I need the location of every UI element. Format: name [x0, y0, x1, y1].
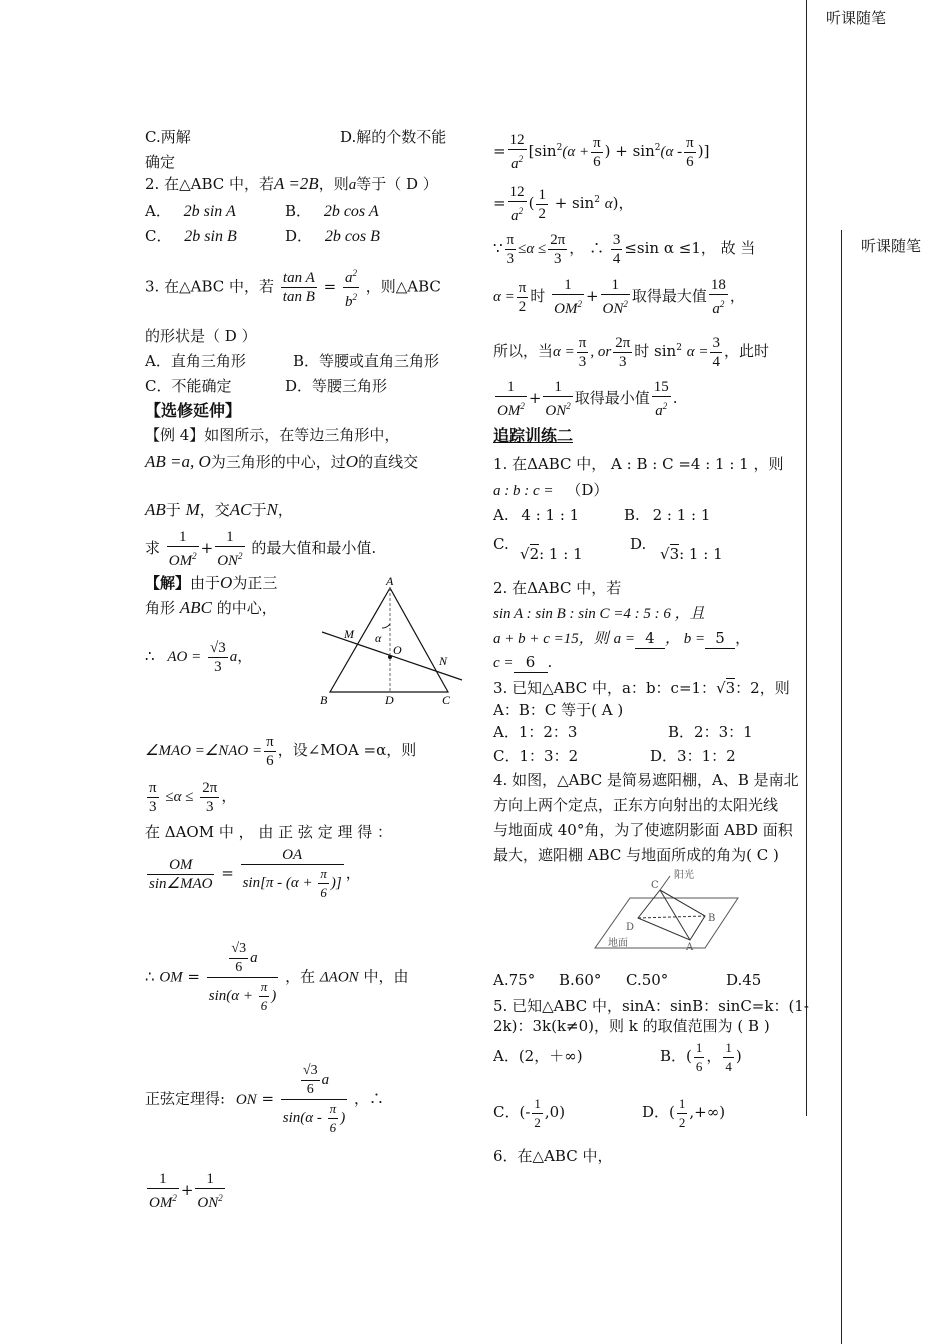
t3-option-c: C．1：3：2: [493, 747, 579, 765]
derivation-line2: = $\frac{12}{a^2}$ ( $\frac{1}{2}$ + $\sin^2 \alpha$)，: [493, 184, 634, 224]
label-M: M: [344, 627, 354, 641]
label-alpha: α: [375, 631, 382, 645]
sum-expression: $\frac{1}{OM^2}$ + $\frac{1}{ON^2}$: [149, 1171, 223, 1211]
in-aom: 在 ΔAOM 中 ， 由 正 弦 定 理 得 ：: [145, 823, 393, 841]
t3-option-d: D．3：1：2: [650, 747, 736, 765]
t2-cond: sin A : sin B : sin C =4 : 5 : 6 ，且: [493, 606, 705, 622]
on-expression: 正弦定理得: ON = $\frac{√3}{6}$ a sin(α - $\frac{\pi}{6}$ ) ，∴: [145, 1063, 384, 1135]
option-d-cont: 确定: [145, 153, 176, 171]
derivation-line5: 所以，当α = $\frac{\pi}{3}$ , or $\frac{2\pi}{3}$ 时 $\sin^2 \alpha$ = $\frac{3}{4}$ ，此时: [493, 334, 769, 370]
t5-option-d: D．( $\frac{1}{2}$ ,+∞): [642, 1095, 726, 1130]
t4-line3: 与地面成 40°角，为了使遮阴影面 ABD 面积: [493, 821, 793, 839]
q2-option-b: B． 2b cos A: [285, 202, 379, 220]
example-4-line1: 【例 4】如图所示，在等边三角形中，: [145, 426, 400, 444]
t2-stem: 2. 在ΔABC 中，若: [493, 579, 622, 597]
t3-option-b: B．2：3：1: [668, 723, 753, 741]
t6-stem: 6．在△ABC 中，: [493, 1147, 613, 1165]
q2-option-c: C． 2b sin B: [145, 227, 237, 245]
t5-option-a: A．(2，＋∞): [493, 1047, 583, 1065]
t4-line1: 4. 如图，△ABC 是简易遮阳棚，A、B 是南北: [493, 771, 799, 789]
label-A: A: [386, 574, 394, 588]
angle-equality: ∠MAO =∠NAO = $\frac{\pi}{6}$ ，设∠MOA =α，则: [145, 733, 417, 769]
q3-answer: 的形状是（ D ）: [145, 327, 257, 345]
t4-option-c: C.50°: [626, 971, 669, 989]
solution-line1: 【解】由于O为正三: [145, 573, 278, 592]
example-4-ask: 求 $\frac{1}{OM^2}$ + $\frac{1}{ON^2}$ 的最大值和最小值.: [145, 529, 377, 569]
option-c: C.两解: [145, 128, 191, 146]
t1-option-c: C.: [493, 535, 509, 553]
margin-line-1: [806, 0, 807, 1116]
triangle-figure: [312, 572, 472, 712]
t5-option-c: C．(- $\frac{1}{2}$ ,0): [493, 1095, 566, 1130]
t3-stem: 3. 已知△ABC 中，a：b：c=1：√3：2，则: [493, 679, 790, 697]
t1-option-b: B. 2 : 1 : 1: [624, 506, 711, 524]
label-shade-D: D: [626, 922, 635, 933]
example-4-line3: AB于 M，交AC于N，: [145, 500, 293, 519]
t3-option-a: A．1：2：3: [493, 723, 578, 741]
t3-stem2: A：B：C 等于( A ): [493, 701, 624, 719]
section-title-tracking: 追踪训练二: [493, 426, 574, 445]
q3-option-d: D．等腰三角形: [285, 377, 388, 395]
q2-option-d: D． 2b cos B: [285, 227, 380, 245]
margin-note-1: 听课随笔: [826, 9, 887, 27]
t1-option-c-expr: √2: 1 : 1: [520, 545, 583, 563]
derivation-line3: ∵ $\frac{\pi}{3}$ ≤α ≤ $\frac{2\pi}{3}$ ， ∴ $\frac{3}{4}$ ≤sin α ≤1， 故 当: [493, 231, 756, 267]
ab-ratio: $\frac{a^2}{b^2}$: [343, 264, 359, 311]
shade-figure: [590, 866, 750, 956]
label-C: C: [442, 693, 451, 707]
q3-option-a: A．直角三角形: [145, 352, 246, 370]
t4-option-b: B.60°: [559, 971, 602, 989]
derivation-line6: $\frac{1}{OM^2}$ + $\frac{1}{ON^2}$ 取得最小值 $\frac{15}{a^2}$ .: [497, 379, 678, 419]
t5-option-b: B．( $\frac{1}{6}$ ， $\frac{1}{4}$ ): [660, 1039, 742, 1074]
derivation-line1: = $\frac{12}{a^2}$ [$\sin^2(\alpha$ + $\frac{\pi}{6}$ ) + $\sin^2(\alpha$ - $\frac{\pi}{6}$ )]: [493, 132, 710, 172]
solution-ao: ∴ AO = $\frac{√3}{3}$ a，: [145, 639, 253, 675]
t4-option-d: D.45: [726, 971, 762, 989]
option-d: D.解的个数不能: [340, 128, 447, 146]
solution-line2: 角形 ABC 的中心，: [145, 598, 277, 617]
label-shade-B: B: [708, 913, 716, 924]
t4-line2: 方向上两个定点，正东方向射出的太阳光线: [493, 796, 779, 814]
label-N: N: [439, 654, 448, 668]
derivation-line4: α = $\frac{\pi}{2}$ 时 $\frac{1}{OM^2}$ + $\frac{1}{ON^2}$ 取得最大值 $\frac{18}{a^2}$ ，: [493, 277, 745, 317]
t4-line4: 最大，遮阳棚 ABC 与地面所成的角为( C ): [493, 846, 779, 864]
example-4-line2: AB =a, O为三角形的中心，过O的直线交: [145, 452, 419, 471]
t1-stem2: a : b : c = （D）: [493, 481, 609, 499]
t1-option-a: A. 4 : 1 : 1: [493, 506, 580, 524]
section-title-extension: 【选修延伸】: [145, 401, 242, 420]
label-D: D: [385, 693, 394, 707]
t5-line1: 5. 已知△ABC 中，sinA：sinB：sinC=k：(1-: [493, 997, 809, 1015]
margin-note-2: 听课随笔: [861, 237, 922, 255]
label-shade-C: C: [651, 880, 659, 891]
t2-sum: a + b + c =15，则 a = 4 ， b = 5 ，: [493, 629, 751, 647]
q3-option-b: B．等腰或直角三角形: [293, 352, 440, 370]
q2-option-a: A． 2b sin A: [145, 202, 236, 220]
alpha-range: $\frac{\pi}{3}$ ≤α ≤ $\frac{2\pi}{3}$ ，: [149, 779, 237, 815]
t1-option-d: D.: [630, 535, 647, 553]
label-sun: 阳光: [674, 870, 694, 881]
t1-stem: 1. 在ΔABC 中， A : B : C =4 : 1 : 1 ，则: [493, 455, 784, 473]
t2-c: c = 6 .: [493, 653, 553, 671]
t5-line2: 2k)：3k(k≠0)，则 k 的取值范围为 ( B ): [493, 1017, 770, 1035]
q3-option-c: C．不能确定: [145, 377, 232, 395]
label-O: O: [393, 643, 402, 657]
label-B: B: [320, 693, 328, 707]
om-expression: ∴ OM = $\frac{√3}{6}$ a sin(α + $\frac{\pi}{6}$ ) ，在 ΔAON 中，由: [145, 941, 409, 1013]
t1-option-d-expr: √3: 1 : 1: [660, 545, 723, 563]
t4-option-a: A.75°: [493, 971, 536, 989]
label-shade-A: A: [686, 942, 694, 953]
q2-stem: 2. 在△ABC 中，若A =2B，则a等于（ D ）: [145, 174, 438, 193]
sine-law-aom: $\frac{OM}{\text{sin∠MAO}}$ = OA sin[π - (α + $\frac{\pi}{6}$ )] ，: [149, 847, 361, 900]
q3-stem: 3. 在△ABC 中，若 $\frac{\text{tan A}}{\text{tan B}}$ = $\frac{a^2}{b^2}$ ，则△ABC: [145, 264, 441, 311]
tan-ratio: $\frac{\text{tan A}}{\text{tan B}}$: [282, 270, 315, 305]
margin-line-2: [841, 230, 842, 1344]
label-ground: 地面: [608, 938, 628, 949]
